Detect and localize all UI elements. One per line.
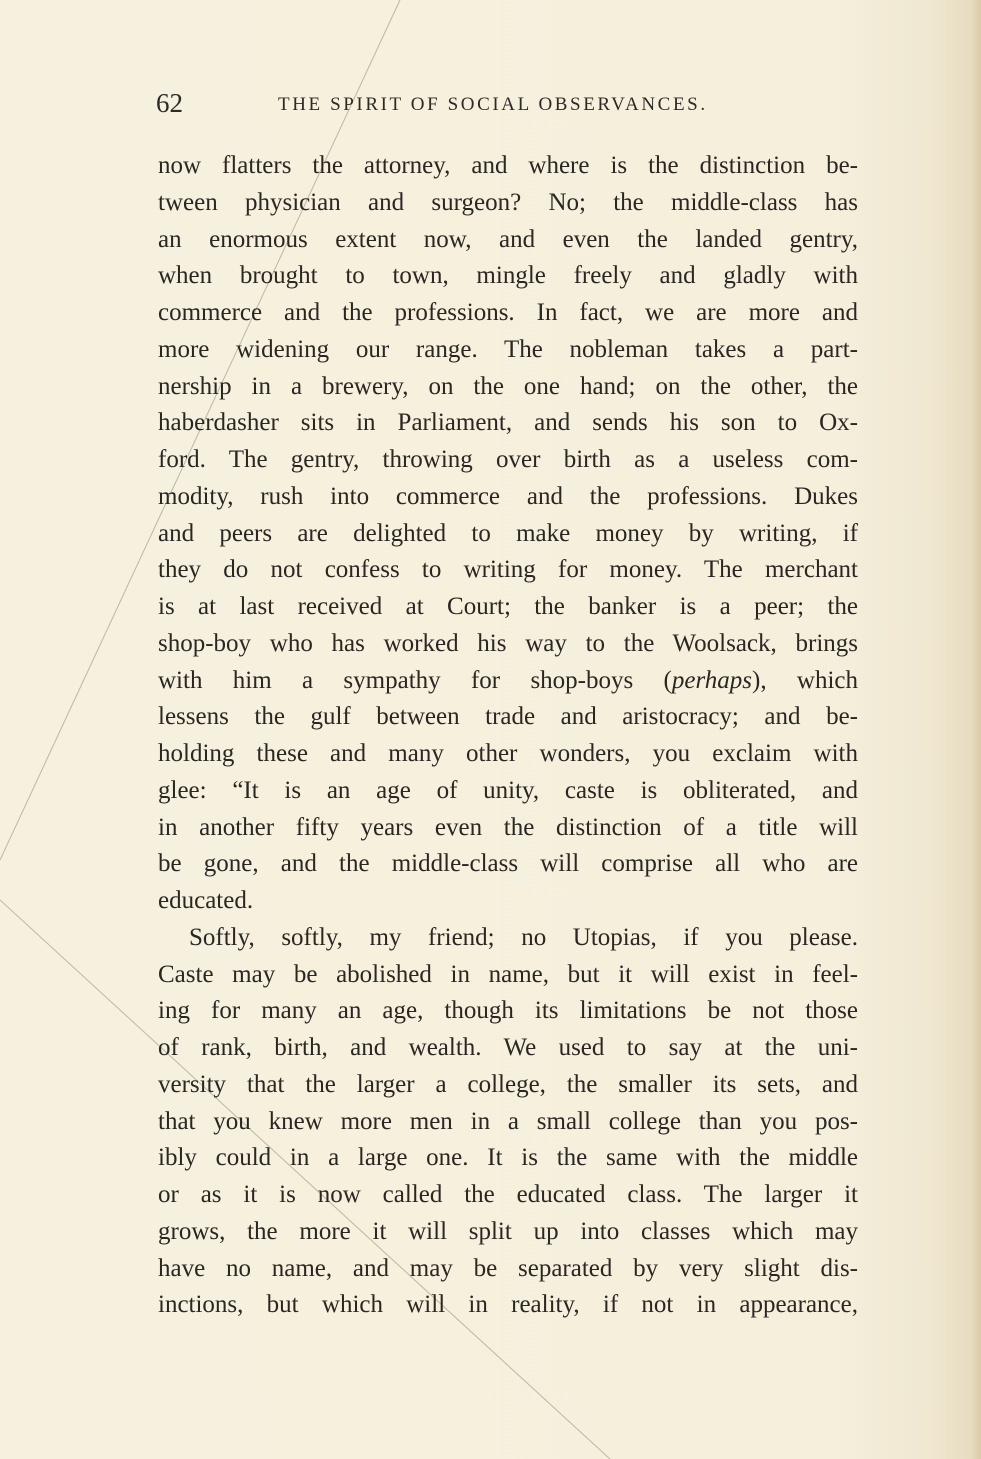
running-title: THE SPIRIT OF SOCIAL OBSERVANCES. [278, 94, 708, 115]
text-line: of rank, birth, and wealth. We used to say at the uni- [158, 1034, 858, 1061]
text-line: ing for many an age, though its limitations be not those [158, 997, 858, 1025]
text-line: grows, the more it will split up into classes which may [158, 1217, 858, 1245]
text-line: versity that the larger a college, the smaller its sets, and [158, 1070, 858, 1098]
text-line: is at last received at Court; the banker is a peer; the [158, 593, 858, 620]
text-line: lessens the gulf between trade and aristocracy; and be- [158, 703, 858, 731]
text-line: tween physician and surgeon? No; the middle-class has [158, 188, 858, 216]
text-line: or as it is now called the educated class. The larger it [158, 1181, 858, 1208]
page-number: 62 [156, 88, 183, 118]
text-line: they do not confess to writing for money. The merchant [158, 556, 858, 584]
page-header [156, 88, 856, 128]
text-line: educated. [158, 887, 254, 914]
text-line: commerce and the professions. In fact, we are more and [158, 299, 858, 326]
text-line: be gone, and the middle-class will comprise all who are [158, 850, 858, 878]
text-line: more widening our range. The nobleman takes a part- [158, 335, 858, 363]
text-line: modity, rush into commerce and the professions. Dukes [158, 482, 858, 510]
text-line: Caste may be abolished in name, but it will exist in feel- [158, 960, 858, 988]
text-line: inctions, but which will in reality, if not in appearance, [158, 1291, 858, 1319]
text-line: nership in a brewery, on the one hand; on the other, the [158, 372, 858, 400]
text-line: now flatters the attorney, and where is the distinction be- [158, 152, 858, 179]
body-text [158, 148, 858, 1324]
text-line: holding these and many other wonders, you exclaim with [158, 740, 858, 767]
text-line: an enormous extent now, and even the landed gentry, [158, 225, 858, 253]
italic-emphasis: perhaps [671, 666, 752, 694]
text-line: ford. The gentry, throwing over birth as a useless com- [158, 446, 858, 473]
text-line: that you knew more men in a small college than you pos- [158, 1107, 858, 1135]
text-line: and peers are delighted to make money by writing, if [158, 519, 858, 547]
text-line: have no name, and may be separated by very slight dis- [158, 1254, 858, 1282]
text-line: shop-boy who has worked his way to the Woolsack, brings [158, 629, 858, 657]
text-line: when brought to town, mingle freely and gladly with [158, 262, 858, 290]
text-line: glee: “It is an age of unity, caste is obliterated, and [158, 776, 858, 804]
text-line: in another fifty years even the distinction of a title will [158, 813, 858, 841]
text-line: Softly, softly, my friend; no Utopias, if you please. [189, 923, 858, 951]
text-line: ibly could in a large one. It is the same with the middle [158, 1144, 858, 1172]
text-line: haberdasher sits in Parliament, and sends his son to Ox- [158, 409, 858, 437]
paragraph-1 [158, 148, 858, 920]
paragraph-2 [158, 920, 858, 1324]
text-line-with-italic: with him a sympathy for shop-boys (perhaps), which [158, 666, 858, 694]
